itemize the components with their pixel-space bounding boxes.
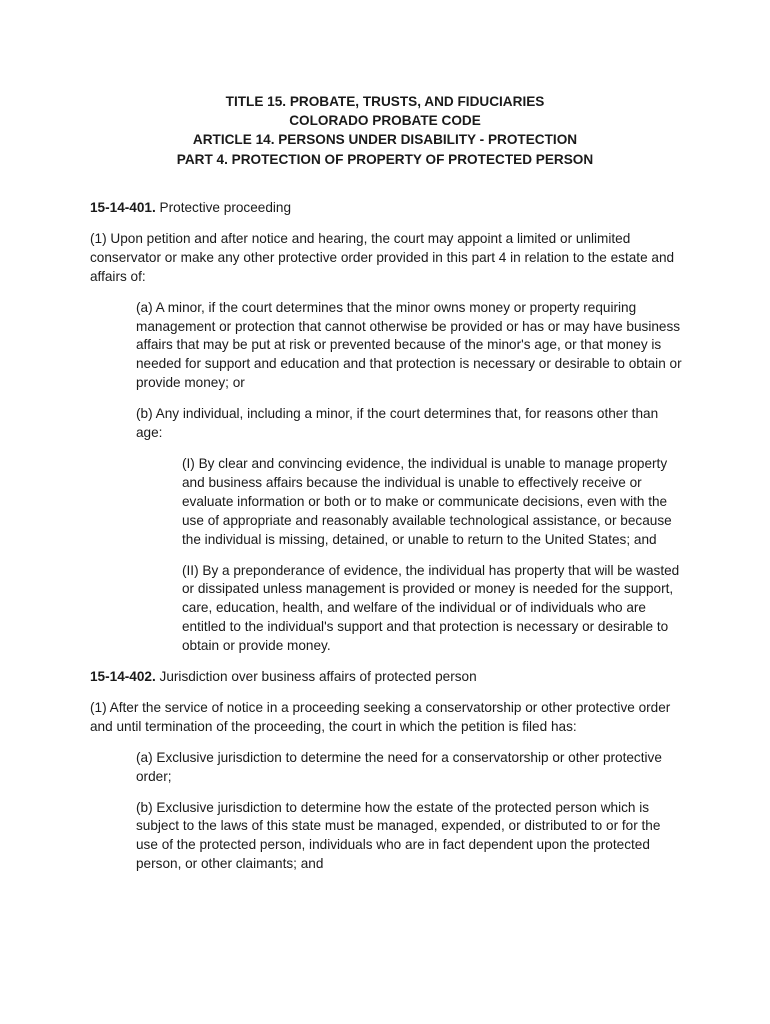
- document-title-block: [0, 92, 770, 169]
- part-line: PART 4. PROTECTION OF PROPERTY OF PROTECTED PERSON: [176, 151, 594, 167]
- paragraph-401-1b-II: (II) By a preponderance of evidence, the individual has property that will be wasted or dissipated unless management is provided or money is needed for the support, care, education, health, and welfare of the individual or of individuals who are entitled to the individual's support and that protection is necessary or desirable to obtain or provide money.: [182, 562, 680, 654]
- paragraph-401-1: (1) Upon petition and after notice and hearing, the court may appoint a limited or unlimited conservator or make any other protective order provided in this part 4 in relation to the estate and affairs of:: [90, 230, 675, 284]
- paragraph-401-1b: (b) Any individual, including a minor, if the court determines that, for reasons other than age:: [136, 406, 659, 441]
- document-body: [90, 199, 690, 886]
- code-line: COLORADO PROBATE CODE: [289, 113, 481, 129]
- paragraph-402-1: (1) After the service of notice in a proceeding seeking a conservatorship or other protective order and until termination of the proceeding, the court in which the petition is filed has:: [90, 699, 671, 734]
- section-number: 15-14-402.: [90, 669, 156, 685]
- section-number: 15-14-401.: [90, 200, 156, 215]
- paragraph-402-1b: (b) Exclusive jurisdiction to determine how the estate of the protected person which is subject to the laws of this state must be managed, expended, or distributed to or for the use of the protected person, individuals who are in fact dependent upon the protected person, or other claimants; and: [136, 799, 661, 872]
- section-heading-401: [90, 199, 690, 218]
- paragraph-401-1b-I: (I) By clear and convincing evidence, the individual is unable to manage property and business affairs because the individual is unable to effectively receive or evaluate information or both or to make or communicate decisions, even with the use of appropriate and reasonably available technological assistance, or because the individual is missing, detained, or unable to return to the United States; and: [182, 455, 672, 547]
- title-line: TITLE 15. PROBATE, TRUSTS, AND FIDUCIARIES: [225, 94, 545, 109]
- paragraph-402-1a: (a) Exclusive jurisdiction to determine the need for a conservatorship or other protective order;: [136, 749, 662, 784]
- section-title: Jurisdiction over business affairs of protected person: [155, 669, 477, 685]
- paragraph-401-1a: (a) A minor, if the court determines that the minor owns money or property requiring management or protection that cannot otherwise be provided or has or may have business affairs that may be put at risk or prevented because of the minor's age, or that money is needed for support and education and that protection is necessary or desirable to obtain or provide money; or: [136, 299, 682, 391]
- section-title: Protective proceeding: [155, 200, 292, 215]
- section-heading-402: [90, 668, 690, 687]
- article-line: ARTICLE 14. PERSONS UNDER DISABILITY - PROTECTION: [192, 132, 578, 148]
